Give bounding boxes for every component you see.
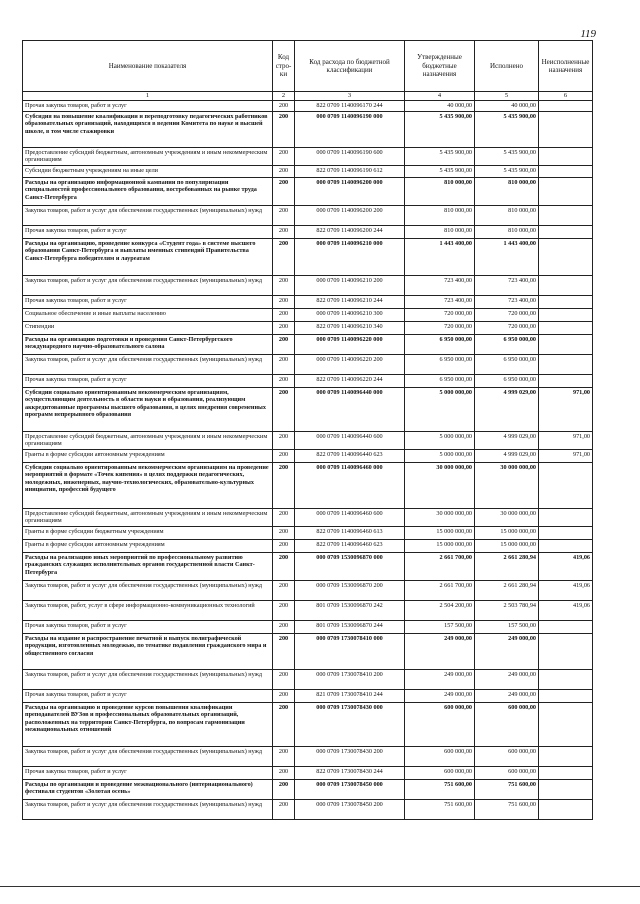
row-code-cell: 200 (273, 800, 295, 820)
row-classification-cell: 822 0709 1140096210 340 (295, 322, 405, 335)
row-classification-cell: 000 0709 1140096190 600 (295, 148, 405, 166)
row-unexecuted-cell (539, 621, 593, 634)
row-approved-cell: 751 600,00 (405, 800, 475, 820)
column-number: 6 (539, 92, 593, 101)
row-executed-cell: 1 443 400,00 (475, 239, 539, 276)
row-code-cell: 200 (273, 322, 295, 335)
row-executed-cell: 751 600,00 (475, 800, 539, 820)
row-classification-cell: 822 0709 1140096460 623 (295, 540, 405, 553)
row-code-cell: 200 (273, 690, 295, 703)
row-approved-cell: 2 504 200,00 (405, 601, 475, 621)
row-classification-cell: 801 0709 1530096870 244 (295, 621, 405, 634)
row-unexecuted-cell (539, 148, 593, 166)
row-unexecuted-cell (539, 747, 593, 767)
row-unexecuted-cell: 419,06 (539, 581, 593, 601)
row-approved-cell: 5 435 900,00 (405, 166, 475, 178)
row-name-cell: Предоставление субсидий бюджетным, автономным учреждениям и иным некоммерческим организациям (23, 432, 273, 450)
row-unexecuted-cell (539, 206, 593, 226)
table-row (23, 581, 593, 601)
row-executed-cell: 2 661 280,94 (475, 581, 539, 601)
row-code-cell: 200 (273, 670, 295, 690)
table-row (23, 690, 593, 703)
row-name-cell: Закупка товаров, работ и услуг для обеспечения государственных (муниципальных) нужд (23, 355, 273, 375)
table-row (23, 375, 593, 388)
row-executed-cell: 40 000,00 (475, 101, 539, 112)
header-unexecuted: Неисполненные назначения (539, 41, 593, 92)
row-unexecuted-cell (539, 276, 593, 296)
row-classification-cell: 801 0709 1530096870 242 (295, 601, 405, 621)
row-unexecuted-cell (539, 690, 593, 703)
row-code-cell: 200 (273, 553, 295, 581)
row-approved-cell: 5 000 000,00 (405, 432, 475, 450)
row-executed-cell: 751 600,00 (475, 780, 539, 800)
table-row (23, 388, 593, 432)
row-name-cell: Закупка товаров, работ, услуг в сфере информационно-коммуникационных технологий (23, 601, 273, 621)
table-header-row (23, 41, 593, 92)
row-executed-cell: 249 000,00 (475, 670, 539, 690)
row-name-cell: Субсидия на повышение квалификации и переподготовку педагогических работников образовательных организаций, находящихся в ведении Комитета по науке и высшей школе, в том числе стажировки (23, 112, 273, 148)
row-approved-cell: 6 950 000,00 (405, 375, 475, 388)
row-name-cell: Прочая закупка товаров, работ и услуг (23, 375, 273, 388)
row-code-cell: 200 (273, 450, 295, 463)
budget-execution-table (22, 40, 593, 820)
row-executed-cell: 249 000,00 (475, 634, 539, 670)
row-approved-cell: 600 000,00 (405, 747, 475, 767)
row-approved-cell: 15 000 000,00 (405, 540, 475, 553)
table-row (23, 178, 593, 206)
row-approved-cell: 5 000 000,00 (405, 388, 475, 432)
row-code-cell: 200 (273, 276, 295, 296)
row-executed-cell: 810 000,00 (475, 178, 539, 206)
row-approved-cell: 600 000,00 (405, 767, 475, 780)
row-name-cell: Прочая закупка товаров, работ и услуг (23, 101, 273, 112)
row-classification-cell: 000 0709 1730078450 000 (295, 780, 405, 800)
row-executed-cell: 157 500,00 (475, 621, 539, 634)
row-unexecuted-cell (539, 703, 593, 747)
row-executed-cell: 15 000 000,00 (475, 527, 539, 540)
row-executed-cell: 600 000,00 (475, 703, 539, 747)
table-row (23, 463, 593, 509)
table-row (23, 780, 593, 800)
row-name-cell: Закупка товаров, работ и услуг для обеспечения государственных (муниципальных) нужд (23, 800, 273, 820)
row-unexecuted-cell (539, 670, 593, 690)
page-bottom-rule (0, 886, 640, 887)
row-unexecuted-cell (539, 634, 593, 670)
row-name-cell: Расходы на организацию и проведение курсов повышения квалификации преподавателей ВУЗов и профессиональных образовательных организаций, расположенных на территории Санкт-Петербурга, по вопросам гармонизации межнациональных отношений (23, 703, 273, 747)
row-classification-cell: 000 0709 1140096440 000 (295, 388, 405, 432)
row-unexecuted-cell (539, 178, 593, 206)
row-name-cell: Субсидии социально ориентированным некоммерческим организациям на проведение мероприятий в формате «Точек кипения» в целях поддержки педагогических, молодежных, инженерных, научно-технологических, образовательно-культурных инициатив, профессий будущего (23, 463, 273, 509)
row-approved-cell: 810 000,00 (405, 206, 475, 226)
row-unexecuted-cell (539, 239, 593, 276)
table-row (23, 540, 593, 553)
row-approved-cell: 249 000,00 (405, 670, 475, 690)
row-name-cell: Расходы на издание и распространение печатной и выпуск полиграфической продукции, изготовленных молодежью, по тематике подавления гражданского мира и общественного согласия (23, 634, 273, 670)
table-row (23, 670, 593, 690)
table-row (23, 450, 593, 463)
row-executed-cell: 600 000,00 (475, 747, 539, 767)
row-approved-cell: 723 400,00 (405, 276, 475, 296)
column-number: 4 (405, 92, 475, 101)
row-approved-cell: 720 000,00 (405, 322, 475, 335)
table-row (23, 601, 593, 621)
row-classification-cell: 822 0709 1140096200 244 (295, 226, 405, 239)
row-code-cell: 200 (273, 601, 295, 621)
row-executed-cell: 30 000 000,00 (475, 509, 539, 527)
row-code-cell: 200 (273, 527, 295, 540)
row-classification-cell: 822 0709 1140096440 623 (295, 450, 405, 463)
row-unexecuted-cell (539, 101, 593, 112)
row-executed-cell: 2 661 280,94 (475, 553, 539, 581)
table-row (23, 148, 593, 166)
table-row (23, 112, 593, 148)
row-code-cell: 200 (273, 166, 295, 178)
table-row (23, 276, 593, 296)
row-code-cell: 200 (273, 335, 295, 355)
table-row (23, 703, 593, 747)
row-name-cell: Предоставление субсидий бюджетным, автономным учреждениям и иным некоммерческим организациям (23, 148, 273, 166)
row-approved-cell: 751 600,00 (405, 780, 475, 800)
row-name-cell: Расходы на организацию подготовки и проведения Санкт-Петербургского международного научно-образовательного салона (23, 335, 273, 355)
table-row (23, 101, 593, 112)
row-approved-cell: 5 435 900,00 (405, 148, 475, 166)
row-name-cell: Гранты в форме субсидии автономным учреждениям (23, 540, 273, 553)
table-row (23, 800, 593, 820)
row-classification-cell: 000 0709 1140096190 000 (295, 112, 405, 148)
row-approved-cell: 1 443 400,00 (405, 239, 475, 276)
row-executed-cell: 4 999 029,00 (475, 450, 539, 463)
column-number: 5 (475, 92, 539, 101)
row-name-cell: Прочая закупка товаров, работ и услуг (23, 296, 273, 309)
row-unexecuted-cell (539, 527, 593, 540)
row-name-cell: Закупка товаров, работ и услуг для обеспечения государственных (муниципальных) нужд (23, 670, 273, 690)
row-classification-cell: 822 0709 1140096190 612 (295, 166, 405, 178)
row-name-cell: Закупка товаров, работ и услуг для обеспечения государственных (муниципальных) нужд (23, 747, 273, 767)
row-unexecuted-cell: 971,00 (539, 432, 593, 450)
row-classification-cell: 000 0709 1730078410 200 (295, 670, 405, 690)
column-number-row (23, 92, 593, 101)
row-classification-cell: 000 0709 1140096210 000 (295, 239, 405, 276)
row-code-cell: 200 (273, 509, 295, 527)
row-code-cell: 200 (273, 148, 295, 166)
row-approved-cell: 2 661 700,00 (405, 553, 475, 581)
table-row (23, 634, 593, 670)
row-executed-cell: 600 000,00 (475, 767, 539, 780)
table-row (23, 767, 593, 780)
row-classification-cell: 000 0709 1140096220 000 (295, 335, 405, 355)
table-row (23, 166, 593, 178)
row-code-cell: 200 (273, 767, 295, 780)
table-row (23, 747, 593, 767)
page-number: 119 (580, 28, 596, 40)
header-executed: Исполнено (475, 41, 539, 92)
row-executed-cell: 2 503 780,94 (475, 601, 539, 621)
row-unexecuted-cell: 971,00 (539, 388, 593, 432)
row-executed-cell: 15 000 000,00 (475, 540, 539, 553)
table-row (23, 527, 593, 540)
row-classification-cell: 822 0709 1140096220 244 (295, 375, 405, 388)
row-executed-cell: 720 000,00 (475, 309, 539, 322)
row-classification-cell: 000 0709 1140096220 200 (295, 355, 405, 375)
row-executed-cell: 6 950 000,00 (475, 355, 539, 375)
row-unexecuted-cell (539, 463, 593, 509)
row-approved-cell: 249 000,00 (405, 634, 475, 670)
row-approved-cell: 810 000,00 (405, 178, 475, 206)
row-name-cell: Расходы на организацию, проведение конкурса «Студент года» в системе высшего образования Санкт-Петербурга и выплаты именных стипендий Правительства Санкт-Петербурга победителям и лауреатам (23, 239, 273, 276)
row-unexecuted-cell (539, 112, 593, 148)
row-code-cell: 200 (273, 581, 295, 601)
header-code: Код стро-ки (273, 41, 295, 92)
row-name-cell: Субсидии бюджетным учреждениям на иные цели (23, 166, 273, 178)
row-executed-cell: 810 000,00 (475, 226, 539, 239)
row-executed-cell: 4 999 029,00 (475, 388, 539, 432)
row-unexecuted-cell (539, 355, 593, 375)
row-approved-cell: 5 435 900,00 (405, 112, 475, 148)
row-classification-cell: 822 0709 1140096170 244 (295, 101, 405, 112)
row-unexecuted-cell (539, 375, 593, 388)
table-row (23, 355, 593, 375)
row-code-cell: 200 (273, 239, 295, 276)
table-row (23, 206, 593, 226)
row-approved-cell: 30 000 000,00 (405, 509, 475, 527)
row-approved-cell: 40 000,00 (405, 101, 475, 112)
table-body (23, 101, 593, 820)
row-name-cell: Гранты в форме субсидии автономным учреждениям (23, 450, 273, 463)
row-code-cell: 200 (273, 747, 295, 767)
row-approved-cell: 157 500,00 (405, 621, 475, 634)
row-classification-cell: 000 0709 1730078430 200 (295, 747, 405, 767)
row-executed-cell: 6 950 000,00 (475, 375, 539, 388)
table-row (23, 553, 593, 581)
row-name-cell: Стипендии (23, 322, 273, 335)
table-row (23, 335, 593, 355)
column-number: 3 (295, 92, 405, 101)
table-row (23, 309, 593, 322)
row-executed-cell: 5 435 900,00 (475, 112, 539, 148)
row-name-cell: Расходы на реализацию иных мероприятий по профессиональному развитию гражданских служащих исполнительных органов государственной власти Санкт-Петербурга (23, 553, 273, 581)
row-executed-cell: 30 000 000,00 (475, 463, 539, 509)
row-classification-cell: 000 0709 1730078450 200 (295, 800, 405, 820)
row-executed-cell: 723 400,00 (475, 296, 539, 309)
row-classification-cell: 821 0709 1730078410 244 (295, 690, 405, 703)
row-unexecuted-cell: 419,06 (539, 601, 593, 621)
row-name-cell: Субсидии социально ориентированным некоммерческим организациям, осуществляющим деятельность в области науки и образования, реализующим аккредитованные программы высшего образования, в целях внедрения современных программ непрерывного образования (23, 388, 273, 432)
row-code-cell: 200 (273, 388, 295, 432)
row-unexecuted-cell (539, 309, 593, 322)
row-executed-cell: 810 000,00 (475, 206, 539, 226)
row-classification-cell: 000 0709 1530096870 200 (295, 581, 405, 601)
row-executed-cell: 5 435 900,00 (475, 148, 539, 166)
row-executed-cell: 5 435 900,00 (475, 166, 539, 178)
row-code-cell: 200 (273, 540, 295, 553)
row-approved-cell: 720 000,00 (405, 309, 475, 322)
row-code-cell: 200 (273, 206, 295, 226)
row-unexecuted-cell (539, 296, 593, 309)
row-name-cell: Прочая закупка товаров, работ и услуг (23, 767, 273, 780)
row-unexecuted-cell (539, 226, 593, 239)
table-row (23, 296, 593, 309)
row-name-cell: Прочая закупка товаров, работ и услуг (23, 621, 273, 634)
column-number: 2 (273, 92, 295, 101)
row-approved-cell: 6 950 000,00 (405, 335, 475, 355)
row-name-cell: Предоставление субсидий бюджетным, автономным учреждениям и иным некоммерческим организациям (23, 509, 273, 527)
row-unexecuted-cell (539, 335, 593, 355)
row-executed-cell: 723 400,00 (475, 276, 539, 296)
row-code-cell: 200 (273, 780, 295, 800)
row-unexecuted-cell (539, 509, 593, 527)
row-name-cell: Расходы на организацию информационной кампании по популяризации специальностей профессионального образования, востребованных на рынке труда Санкт-Петербурга (23, 178, 273, 206)
row-approved-cell: 723 400,00 (405, 296, 475, 309)
row-code-cell: 200 (273, 375, 295, 388)
row-approved-cell: 6 950 000,00 (405, 355, 475, 375)
row-unexecuted-cell (539, 780, 593, 800)
row-unexecuted-cell (539, 166, 593, 178)
row-approved-cell: 2 661 700,00 (405, 581, 475, 601)
row-classification-cell: 000 0709 1140096440 600 (295, 432, 405, 450)
row-executed-cell: 720 000,00 (475, 322, 539, 335)
row-code-cell: 200 (273, 634, 295, 670)
row-unexecuted-cell (539, 322, 593, 335)
row-approved-cell: 810 000,00 (405, 226, 475, 239)
row-code-cell: 200 (273, 463, 295, 509)
row-classification-cell: 000 0709 1140096210 200 (295, 276, 405, 296)
header-name: Наименование показателя (23, 41, 273, 92)
table-row (23, 621, 593, 634)
row-code-cell: 200 (273, 621, 295, 634)
row-name-cell: Гранты в форме субсидии бюджетным учреждениям (23, 527, 273, 540)
column-number: 1 (23, 92, 273, 101)
row-unexecuted-cell (539, 540, 593, 553)
row-approved-cell: 249 000,00 (405, 690, 475, 703)
row-code-cell: 200 (273, 101, 295, 112)
row-classification-cell: 000 0709 1140096460 000 (295, 463, 405, 509)
row-executed-cell: 6 950 000,00 (475, 335, 539, 355)
row-classification-cell: 822 0709 1730078430 244 (295, 767, 405, 780)
table-row (23, 509, 593, 527)
row-classification-cell: 000 0709 1140096200 200 (295, 206, 405, 226)
row-approved-cell: 600 000,00 (405, 703, 475, 747)
table-row (23, 322, 593, 335)
row-executed-cell: 4 999 029,00 (475, 432, 539, 450)
row-name-cell: Закупка товаров, работ и услуг для обеспечения государственных (муниципальных) нужд (23, 206, 273, 226)
row-code-cell: 200 (273, 112, 295, 148)
row-code-cell: 200 (273, 355, 295, 375)
row-code-cell: 200 (273, 226, 295, 239)
row-approved-cell: 15 000 000,00 (405, 527, 475, 540)
row-code-cell: 200 (273, 432, 295, 450)
row-classification-cell: 000 0709 1140096210 300 (295, 309, 405, 322)
row-approved-cell: 30 000 000,00 (405, 463, 475, 509)
row-code-cell: 200 (273, 703, 295, 747)
row-classification-cell: 000 0709 1140096200 000 (295, 178, 405, 206)
row-name-cell: Закупка товаров, работ и услуг для обеспечения государственных (муниципальных) нужд (23, 276, 273, 296)
row-code-cell: 200 (273, 296, 295, 309)
header-classification: Код расхода по бюджетной классификации (295, 41, 405, 92)
header-approved: Утвержденные бюджетные назначения (405, 41, 475, 92)
row-unexecuted-cell: 419,06 (539, 553, 593, 581)
row-approved-cell: 5 000 000,00 (405, 450, 475, 463)
row-name-cell: Прочая закупка товаров, работ и услуг (23, 690, 273, 703)
row-classification-cell: 000 0709 1730078410 000 (295, 634, 405, 670)
row-name-cell: Закупка товаров, работ и услуг для обеспечения государственных (муниципальных) нужд (23, 581, 273, 601)
row-classification-cell: 822 0709 1140096210 244 (295, 296, 405, 309)
row-executed-cell: 249 000,00 (475, 690, 539, 703)
row-classification-cell: 000 0709 1730078430 000 (295, 703, 405, 747)
row-name-cell: Прочая закупка товаров, работ и услуг (23, 226, 273, 239)
row-name-cell: Социальное обеспечение и иные выплаты населению (23, 309, 273, 322)
table-row (23, 226, 593, 239)
row-unexecuted-cell: 971,00 (539, 450, 593, 463)
row-unexecuted-cell (539, 767, 593, 780)
row-name-cell: Расходы по организации и проведение межнационального (интернационального) фестиваля студентов «Золотая осень» (23, 780, 273, 800)
table-row (23, 432, 593, 450)
row-unexecuted-cell (539, 800, 593, 820)
row-classification-cell: 822 0709 1140096460 613 (295, 527, 405, 540)
row-classification-cell: 000 0709 1530096870 000 (295, 553, 405, 581)
row-classification-cell: 000 0709 1140096460 600 (295, 509, 405, 527)
row-code-cell: 200 (273, 309, 295, 322)
row-code-cell: 200 (273, 178, 295, 206)
table-row (23, 239, 593, 276)
